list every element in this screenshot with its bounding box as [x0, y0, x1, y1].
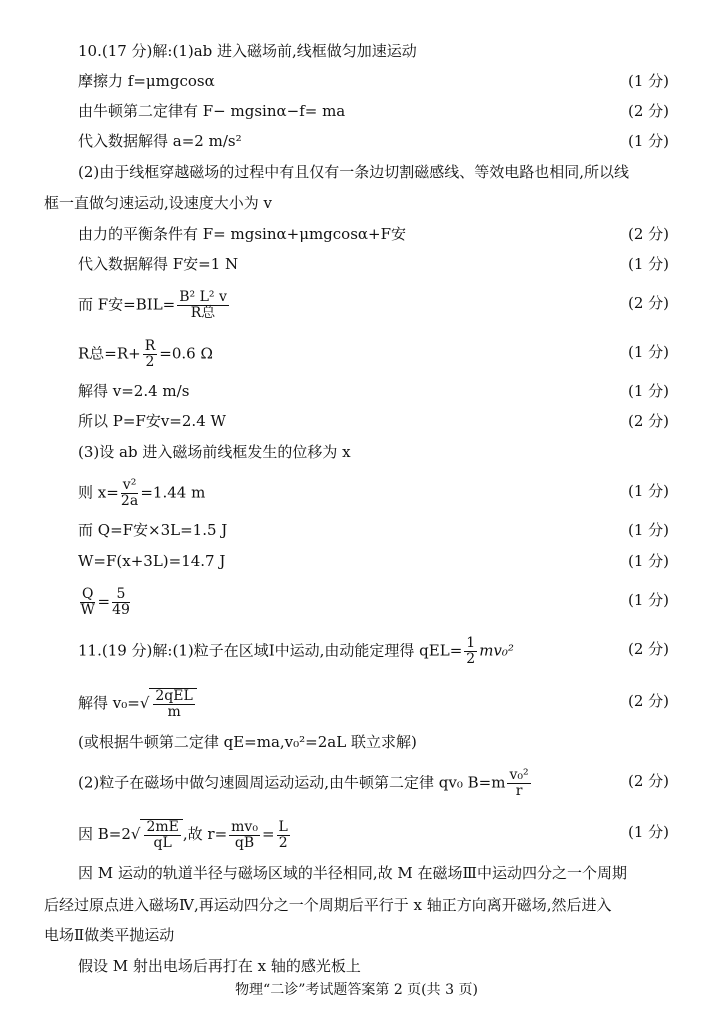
line-21: (2)粒子在磁场中做匀速圆周运动运动,由牛顿第二定律 qv₀ B=m $\frac{\text{v₀²}}{r}$ (2 分) — [78, 767, 669, 799]
line-7: 由力的平衡条件有 F= mgsinα+μmgcosα+F安 (2 分) — [78, 225, 669, 243]
line-9: 而 F安=BIL= $\frac{\text{B² L² v}}{\text{R总}}$ (2 分) — [78, 289, 669, 321]
line-4: 代入数据解得 a=2 m/s² (1 分) — [78, 132, 669, 150]
line-10: R总=R+ $\frac{R}{2}$ =0.6 Ω (1 分) — [78, 338, 669, 370]
line-18: 11.(19 分)解:(1)粒子在区域Ⅰ中运动,由动能定理得 qEL= $\frac{1}{2}$ mv₀² (2 分) — [78, 635, 669, 667]
fraction: $\frac{5}{49}$ — [112, 586, 130, 618]
line-6: 框一直做匀速运动,设速度大小为 v — [44, 194, 273, 212]
line-23: 因 M 运动的轨道半径与磁场区域的半径相同,故 M 在磁场Ⅲ中运动四分之一个周期 — [78, 864, 628, 882]
fraction: $\frac{Q}{W}$ — [80, 586, 95, 618]
line-26: 假设 M 射出电场后再打在 x 轴的感光板上 — [78, 957, 361, 975]
fraction: $\frac{L}{2}$ — [278, 818, 288, 851]
line-2: 摩擦力 f=μmgcosα (1 分) — [78, 72, 669, 90]
line-3: 由牛顿第二定律有 F− mgsinα−f= ma (2 分) — [78, 102, 669, 120]
fraction: $\frac{\text{mv₀}}{qB}$ — [231, 818, 258, 851]
square-root: √ $\frac{2mE}{qL}$ — [131, 819, 183, 851]
line-24: 后经过原点进入磁场Ⅳ,再运动四分之一个周期后平行于 x 轴正方向离开磁场,然后进入 — [44, 896, 612, 914]
line-15: 而 Q=F安×3L=1.5 J (1 分) — [78, 521, 669, 539]
page-footer: 物理“二诊”考试题答案第 2 页(共 3 页) — [235, 982, 478, 998]
fraction: $\frac{1}{2}$ — [466, 635, 476, 667]
line-19: 解得 v₀=√ $\frac{\text{2qEL}}{m}$ (2 分) — [78, 688, 669, 720]
fraction: $\frac{\text{v²}}{2a}$ — [120, 477, 139, 509]
line-16: W=F(x+3L)=14.7 J (1 分) — [78, 552, 669, 570]
line-8: 代入数据解得 F安=1 N (1 分) — [78, 255, 669, 273]
fraction: $\frac{\text{B² L² v}}{\text{R总}}$ — [179, 289, 227, 321]
fraction: $\frac{\text{v₀²}}{r}$ — [509, 767, 529, 799]
fraction: $\frac{\text{2qEL}}{m}$ — [155, 688, 193, 720]
line-11: 解得 v=2.4 m/s (1 分) — [78, 382, 669, 400]
line-5: (2)由于线框穿越磁场的过程中有且仅有一条边切割磁感线、等效电路也相同,所以线 — [78, 163, 630, 181]
line-12: 所以 P=F安v=2.4 W (2 分) — [78, 412, 669, 430]
line-22: 因 B=2√ $\frac{2mE}{qL}$ ,故 r= $\frac{\text{mv₀}}{qB}$ = $\frac{L}{2}$ (1 分) — [78, 818, 669, 851]
fraction: $\frac{2mE}{qL}$ — [146, 819, 179, 851]
line-20: (或根据牛顿第二定律 qE=ma,v₀²=2aL 联立求解) — [78, 733, 417, 751]
line-14: 则 x= $\frac{\text{v²}}{2a}$ =1.44 m (1 分) — [78, 477, 669, 509]
line-17: $\frac{Q}{W}$ = $\frac{5}{49}$ (1 分) — [80, 586, 669, 618]
square-root: √ $\frac{\text{2qEL}}{m}$ — [140, 688, 197, 720]
line-1: 10.(17 分)解:(1)ab 进入磁场前,线框做匀加速运动 — [78, 42, 417, 60]
fraction: $\frac{R}{2}$ — [144, 338, 156, 370]
line-25: 电场Ⅱ做类平抛运动 — [44, 926, 175, 944]
line-13: (3)设 ab 进入磁场前线框发生的位移为 x — [78, 443, 351, 461]
